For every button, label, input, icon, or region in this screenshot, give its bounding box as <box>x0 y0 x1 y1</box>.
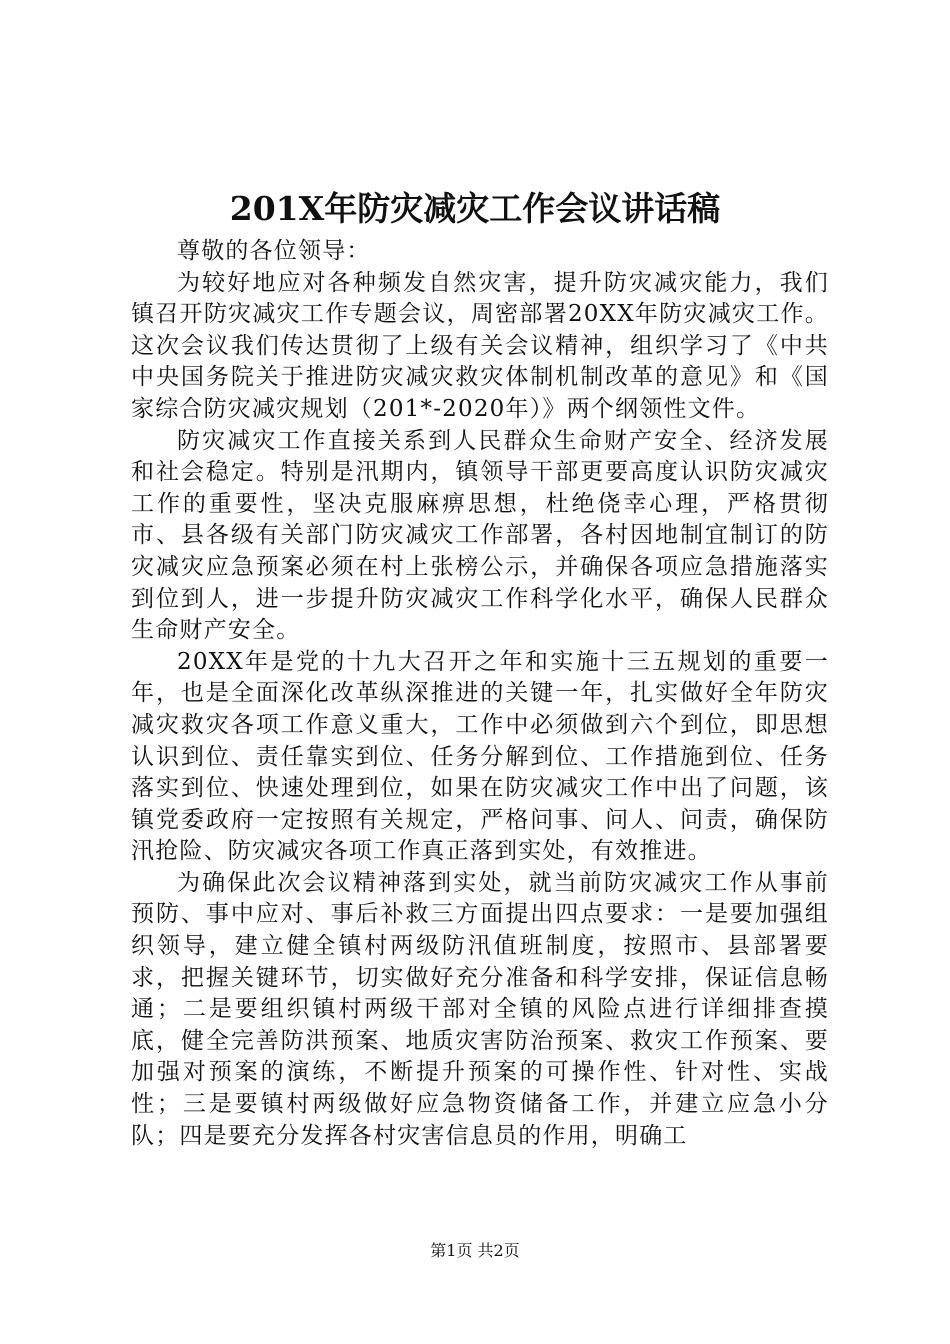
salutation: 尊敬的各位领导： <box>177 238 371 264</box>
paragraph-2: 防灾减灾工作直接关系到人民群众生命财产安全、经济发展和社会稳定。特别是汛期内，镇领导干部更要高度认识防灾减灾工作的重要性，坚决克服麻痹思想，杜绝侥幸心理，严格贯彻市、县各级有关部门防灾减灾工作部署，各村因地制宜制订的防灾减灾应急预案必须在村上张榜公示，并确保各项应急措施落实到位到人，进一步提升防灾减灾工作科学化水平，确保人民群众生命财产安全。 <box>131 427 829 644</box>
paragraph-3: 20XX年是党的十九大召开之年和实施十三五规划的重要一年，也是全面深化改革纵深推进的关键一年，扎实做好全年防灾减灾救灾各项工作意义重大，工作中必须做到六个到位，即思想认识到位、责任靠实到位、任务分解到位、工作措施到位、任务落实到位、快速处理到位，如果在防灾减灾工作中出了问题，该镇党委政府一定按照有关规定，严格问事、问人、问责，确保防汛抢险、防灾减灾各项工作真正落到实处，有效推进。 <box>131 648 829 865</box>
document-body <box>131 236 829 1152</box>
paragraph-1: 为较好地应对各种频发自然灾害，提升防灾减灾能力，我们镇召开防灾减灾工作专题会议，周密部署20XX年防灾减灾工作。这次会议我们传达贯彻了上级有关会议精神，组织学习了《中共中央国务院关于推进防灾减灾救灾体制机制改革的意见》和《国家综合防灾减灾规划（201*-2020年）》两个纲领性文件。 <box>131 269 829 422</box>
page-footer: 第1页 共2页 <box>430 1241 520 1260</box>
paragraph-4: 为确保此次会议精神落到实处，就当前防灾减灾工作从事前预防、事中应对、事后补救三方面提出四点要求：一是要加强组织领导，建立健全镇村两级防汛值班制度，按照市、县部署要求，把握关键环节，切实做好充分准备和科学安排，保证信息畅通；二是要组织镇村两级干部对全镇的风险点进行详细排查摸底，健全完善防洪预案、地质灾害防治预案、救灾工作预案、要加强对预案的演练，不断提升预案的可操作性、针对性、实战性；三是要镇村两级做好应急物资储备工作，并建立应急小分队；四是要充分发挥各村灾害信息员的作用，明确工 <box>131 869 829 1149</box>
document-title: 201X年防灾减灾工作会议讲话稿 <box>229 189 721 228</box>
